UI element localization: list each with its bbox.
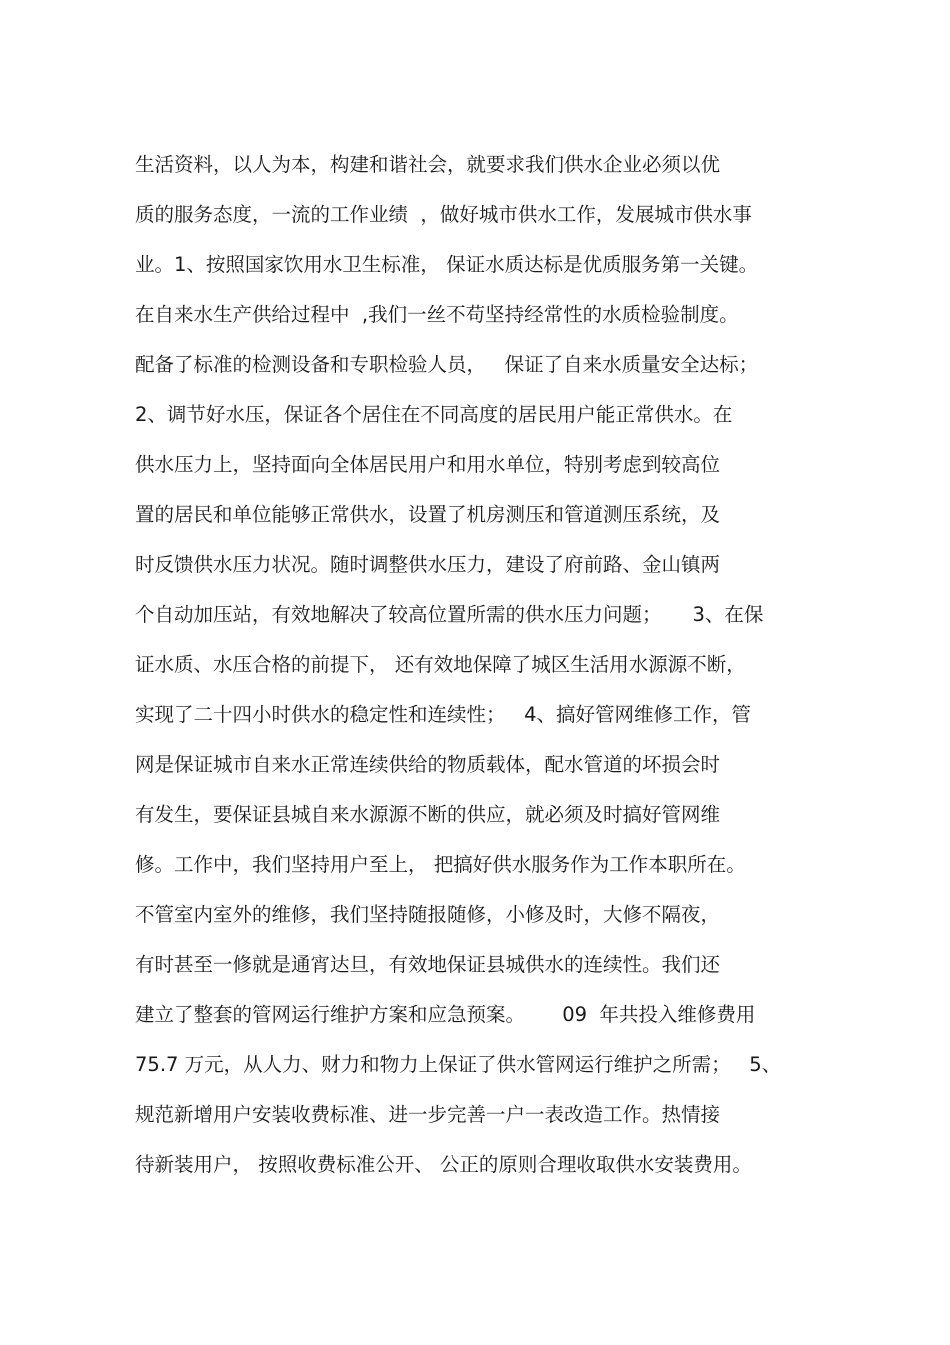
text-line: 配备了标准的检测设备和专职检验人员， 保证了自来水质量安全达标；: [135, 353, 759, 376]
body-text: [135, 145, 825, 1195]
text-line: 实现了二十四小时供水的稳定性和连续性； 4、搞好管网维修工作，管: [135, 703, 752, 726]
text-line: 75.7 万元，从人力、财力和物力上保证了供水管网运行维护之所需； 5、: [135, 1053, 782, 1076]
text-line: 证水质、水压合格的前提下， 还有效地保障了城区生活用水源源不断，: [135, 653, 746, 676]
text-line: 供水压力上，坚持面向全体居民用户和用水单位，特别考虑到较高位: [135, 453, 721, 476]
text-line: 质的服务态度，一流的工作业绩 ，做好城市供水工作，发展城市供水事: [135, 203, 752, 226]
text-line: 建立了整套的管网运行维护方案和应急预案。 09 年共投入维修费用: [135, 1003, 756, 1026]
text-line: 置的居民和单位能够正常供水，设置了机房测压和管道测压系统，及: [135, 503, 721, 526]
text-line: 待新装用户， 按照收费标准公开、 公正的原则合理收取供水安装费用。: [135, 1153, 752, 1176]
text-line: 网是保证城市自来水正常连续供给的物质载体，配水管道的坏损会时: [135, 753, 721, 776]
text-line: 在自来水生产供给过程中 ,我们一丝不苟坚持经常性的水质检验制度。: [135, 303, 739, 326]
text-line: 生活资料，以人为本，构建和谐社会，就要求我们供水企业必须以优: [135, 153, 721, 176]
text-line: 时反馈供水压力状况。随时调整供水压力，建设了府前路、金山镇两: [135, 553, 721, 576]
text-line: 有发生，要保证县城自来水源源不断的供应，就必须及时搞好管网维: [135, 803, 721, 826]
text-line: 修。工作中，我们坚持用户至上， 把搞好供水服务作为工作本职所在。: [135, 853, 746, 876]
text-line: 有时甚至一修就是通宵达旦，有效地保证县城供水的连续性。我们还: [135, 953, 721, 976]
text-line: 个自动加压站，有效地解决了较高位置所需的供水压力问题； 3、在保: [135, 603, 764, 626]
text-line: 业。1、按照国家饮用水卫生标准， 保证水质达标是优质服务第一关键。: [135, 253, 759, 276]
text-line: 2、调节好水压，保证各个居住在不同高度的居民用户能正常供水。在: [135, 403, 733, 426]
text-line: 规范新增用户安装收费标准、进一步完善一户一表改造工作。热情接: [135, 1103, 721, 1126]
text-line: 不管室内室外的维修，我们坚持随报随修，小修及时，大修不隔夜，: [135, 903, 721, 926]
